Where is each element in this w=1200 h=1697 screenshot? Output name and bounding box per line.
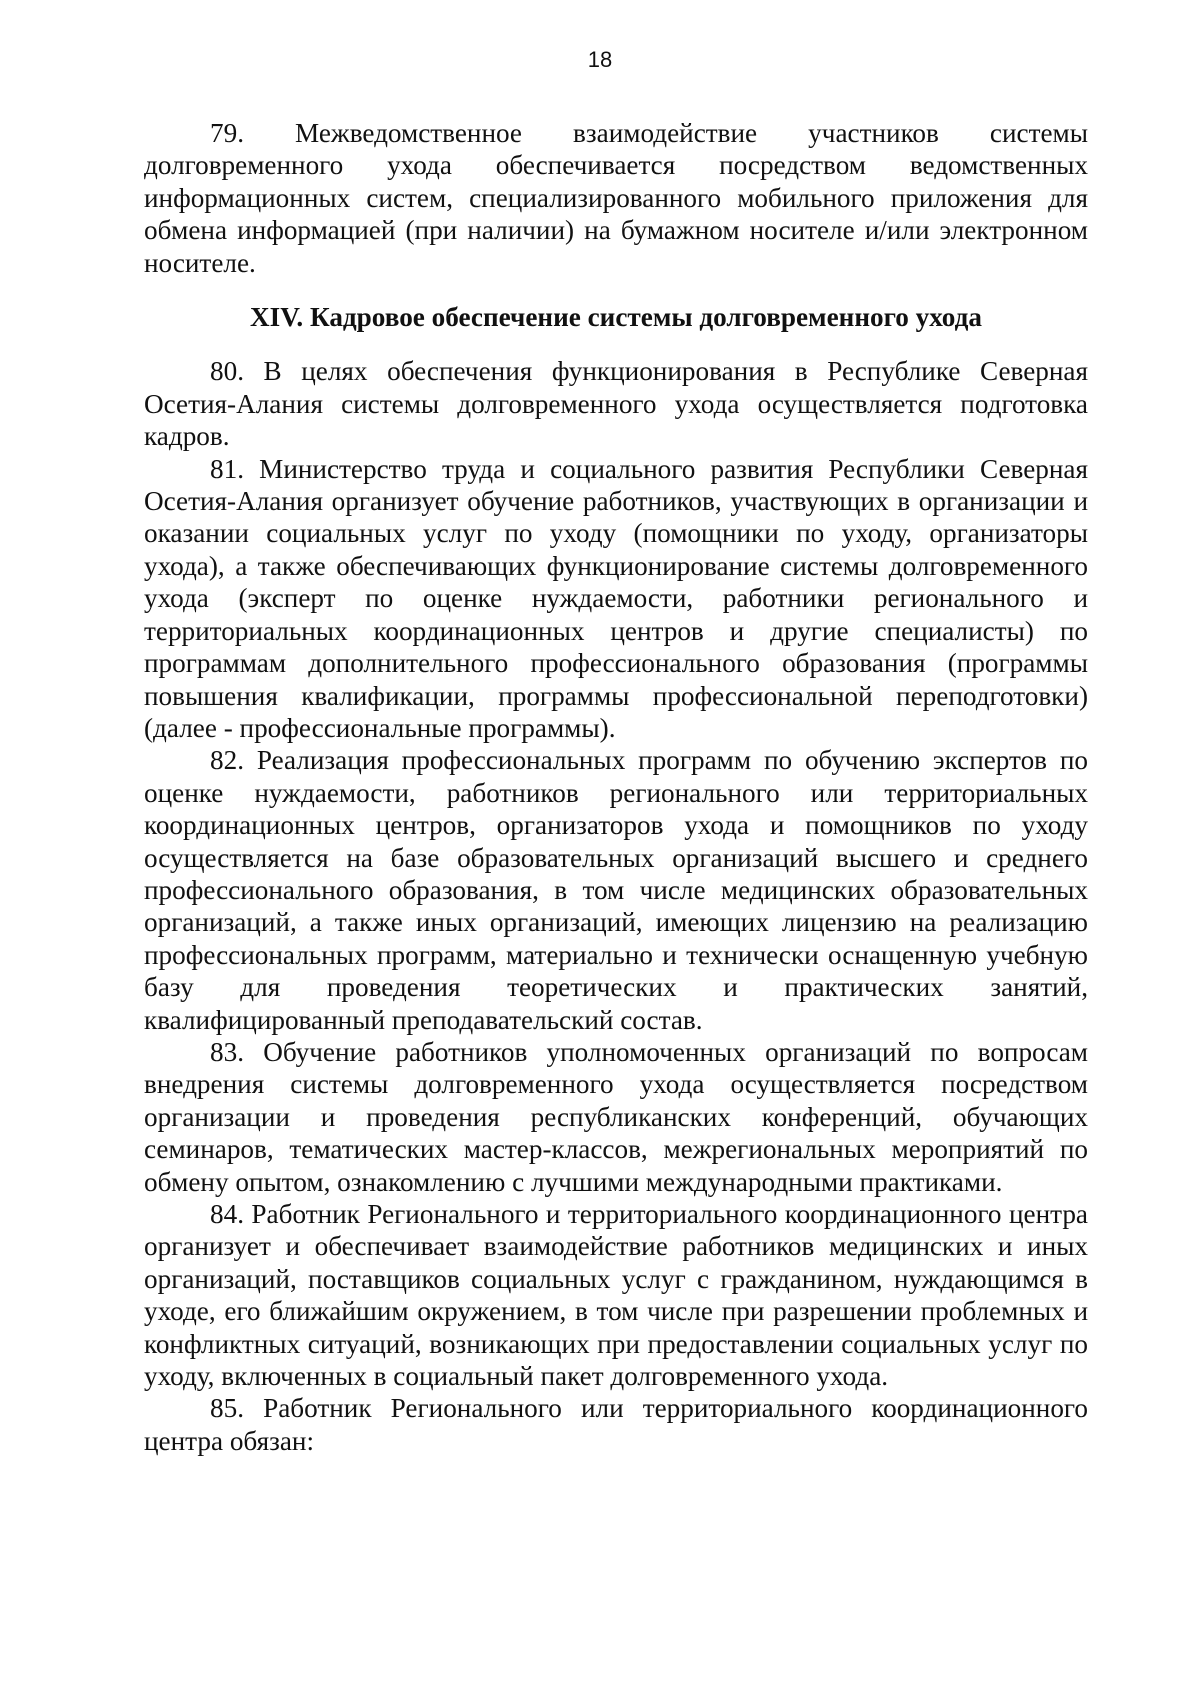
paragraph-79: 79. Межведомственное взаимодействие участников системы долговременного ухода обеспечивается посредством ведомственных информационных систем, специализированного мобильного приложения для обмена информацией (при наличии) на бумажном носителе и/или электронном носителе. (144, 118, 1088, 278)
section-heading: XIV. Кадровое обеспечение системы долговременного ухода (250, 302, 982, 333)
paragraph-85: 85. Работник Регионального или территориального координационного центра обязан: (144, 1393, 1088, 1456)
paragraph-82: 82. Реализация профессиональных программ по обучению экспертов по оценке нуждаемости, работников регионального или территориальных координационных центров, организаторов ухода и помощников по уходу осуществляется на базе образовательных организаций высшего и среднего профессионального образования, в том числе медицинских образовательных организаций, а также иных организаций, имеющих лицензию на реализацию профессиональных программ, материально и технически оснащенную учебную базу для проведения теоретических и практических занятий, квалифицированный преподавательский состав. (144, 745, 1088, 1035)
paragraph-83: 83. Обучение работников уполномоченных организаций по вопросам внедрения системы долговременного ухода осуществляется посредством организации и проведения республиканских конференций, обучающих семинаров, тематических мастер-классов, межрегиональных мероприятий по обмену опытом, ознакомлению с лучшими международными практиками. (144, 1036, 1088, 1197)
paragraph-84: 84. Работник Регионального и территориального координационного центра организует и обеспечивает взаимодействие работников медицинских и иных организаций, поставщиков социальных услуг с гражданином, нуждающимся в уходе, его ближайшим окружением, в том числе при разрешении проблемных и конфликтных ситуаций, возникающих при предоставлении социальных услуг по уходу, включенных в социальный пакет долговременного ухода. (144, 1199, 1088, 1392)
paragraph-81: 81. Министерство труда и социального развития Республики Северная Осетия-Алания организует обучение работников, участвующих в организации и оказании социальных услуг по уходу (помощники по уходу, организаторы ухода), а также обеспечивающих функционирование системы долговременного ухода (эксперт по оценке нуждаемости, работники регионального и территориальных координационных центров и другие специалисты) по программам дополнительного профессионального образования (программы повышения квалификации, программы профессиональной переподготовки) (далее - профессиональные программы). (144, 453, 1088, 743)
page-number: 18 (587, 47, 613, 72)
document-body (144, 117, 1088, 1457)
paragraph-80: 80. В целях обеспечения функционирования в Республике Северная Осетия-Алания системы долговременного ухода осуществляется подготовка кадров. (144, 356, 1088, 452)
